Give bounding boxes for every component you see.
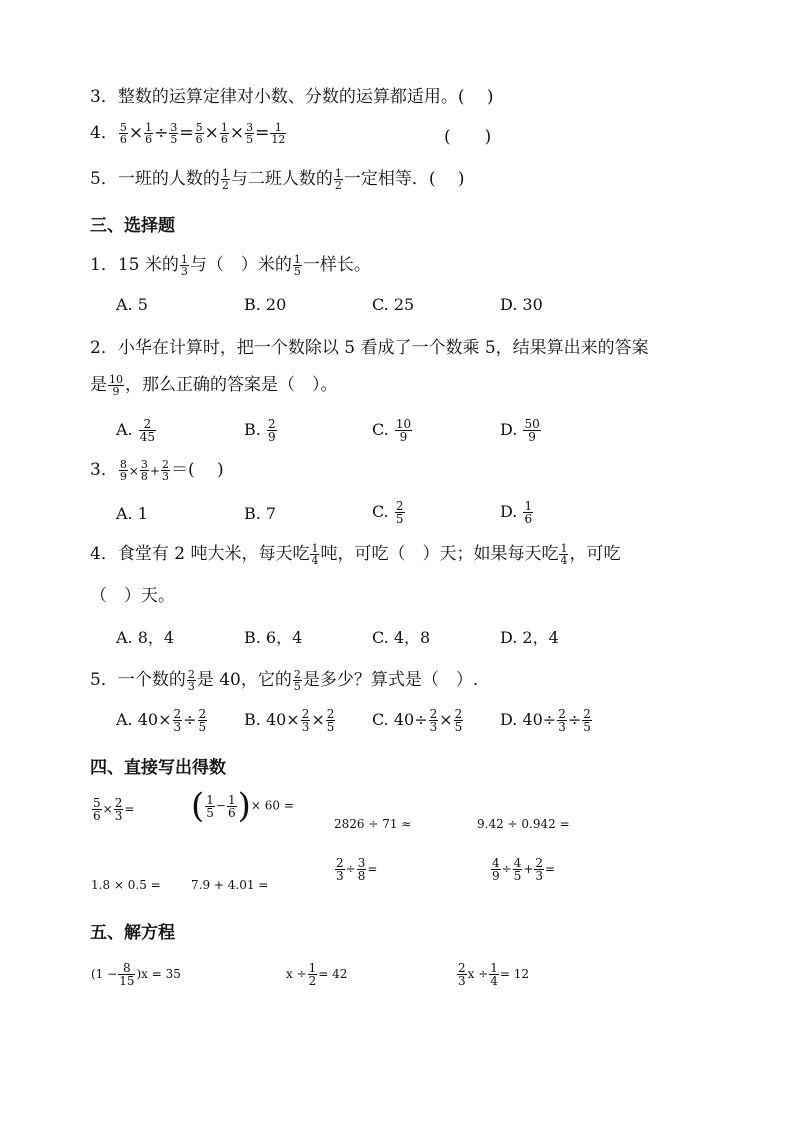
- choice-q5: 5．一个数的 $\frac{2}{3}$ 是 40，它的 $\frac{2}{5}$ 是多少？算式是（ ）.: [90, 668, 479, 693]
- choice-q5-option-b[interactable]: B. 40× $\frac{2}{3}$ × $\frac{2}{5}$: [244, 707, 335, 734]
- choice-q1: 1．15 米的 $\frac{1}{3}$ 与（ ）米的 $\frac{1}{5}$ 一样长。: [90, 253, 371, 278]
- calc-e2: ( $\frac{1}{5}$ − $\frac{1}{6}$ )× 60 =: [191, 786, 294, 826]
- section-title-choice: 三、选择题: [90, 216, 175, 236]
- choice-q4-option-d[interactable]: D. 2，4: [500, 628, 559, 647]
- fraction: $\frac{5}{6}$: [119, 121, 127, 146]
- fraction: $\frac{1}{4}$: [490, 961, 498, 988]
- section-title-equations: 五、解方程: [90, 923, 175, 943]
- fraction: $\frac{2}{3}$: [336, 856, 344, 883]
- fraction: $\frac{3}{5}$: [170, 121, 178, 146]
- fraction: $\frac{2}{5}$: [326, 707, 335, 734]
- fraction: $\frac{2}{5}$: [454, 707, 463, 734]
- fraction: $\frac{1}{5}$: [206, 792, 214, 820]
- fraction: $\frac{2}{3}$: [114, 796, 123, 823]
- choice-q3-option-b[interactable]: B. 7: [244, 504, 277, 523]
- calc-e1: $\frac{5}{6}$ × $\frac{2}{3}$ =: [93, 796, 135, 823]
- choice-q4-option-a[interactable]: A. 8，4: [116, 628, 175, 647]
- fraction: $\frac{3}{5}$: [246, 121, 254, 146]
- choice-q2-option-c[interactable]: C. $\frac{10}{9}$: [372, 417, 412, 444]
- fraction: $\frac{2}{3}$: [558, 707, 566, 734]
- choice-q2-line1: 2．小华在计算时，把一个数除以 5 看成了一个数乘 5，结果算出来的答案: [90, 338, 649, 358]
- choice-q1-option-a[interactable]: A. 5: [116, 295, 148, 314]
- calc-e4: 9.42 ÷ 0.942 =: [477, 817, 570, 831]
- calc-e6: 7.9 + 4.01 =: [191, 878, 269, 892]
- choice-q3-option-d[interactable]: D. $\frac{1}{6}$: [500, 499, 533, 526]
- fraction: $\frac{2}{3}$: [458, 961, 466, 988]
- fraction: $\frac{1}{2}$: [334, 167, 342, 192]
- fraction: $\frac{2}{9}$: [267, 417, 276, 444]
- fraction: $\frac{8}{9}$: [119, 458, 127, 483]
- choice-q4-line2: （ ）天。: [90, 586, 175, 606]
- choice-q4-line1: 4．食堂有 2 吨大米，每天吃 $\frac{1}{4}$ 吨，可吃（ ）天；如果每天吃 $\frac{1}{4}$ ，可吃: [90, 542, 621, 567]
- fraction: $\frac{1}{2}$: [308, 961, 317, 988]
- fraction: $\frac{1}{5}$: [293, 253, 301, 278]
- fraction: $\frac{2}{3}$: [301, 707, 310, 734]
- choice-q1-option-d[interactable]: D. 30: [500, 295, 543, 314]
- choice-q2-option-b[interactable]: B. $\frac{2}{9}$: [244, 417, 276, 444]
- fraction: $\frac{2}{5}$: [198, 707, 207, 734]
- choice-q4-option-b[interactable]: B. 6，4: [244, 628, 303, 647]
- choice-q2-line2: 是 $\frac{10}{9}$ ，那么正确的答案是（ ）。: [90, 373, 338, 398]
- equation-3: $\frac{2}{3}$ x ÷ $\frac{1}{4}$ = 12: [458, 961, 530, 988]
- judge-q4-answer-bracket[interactable]: ( ): [444, 127, 492, 147]
- fraction: $\frac{1}{12}$: [271, 121, 286, 146]
- fraction: $\frac{1}{6}$: [145, 121, 153, 146]
- choice-q3-option-c[interactable]: C. $\frac{2}{5}$: [372, 499, 404, 526]
- choice-q5-option-a[interactable]: A. 40× $\frac{2}{3}$ ÷ $\frac{2}{5}$: [116, 707, 207, 734]
- fraction: $\frac{2}{3}$: [173, 707, 182, 734]
- fraction: $\frac{2}{5}$: [395, 499, 404, 526]
- judge-q5: 5．一班的人数的 $\frac{1}{2}$ 与二班人数的 $\frac{1}{2}$ 一定相等．( ): [90, 167, 465, 192]
- fraction: $\frac{2}{3}$: [187, 668, 195, 693]
- fraction: $\frac{50}{9}$: [524, 417, 540, 444]
- fraction: $\frac{1}{6}$: [524, 499, 533, 526]
- choice-q1-option-b[interactable]: B. 20: [244, 295, 287, 314]
- fraction: $\frac{1}{3}$: [180, 253, 188, 278]
- choice-q2-option-a[interactable]: A. $\frac{2}{45}$: [116, 417, 156, 444]
- fraction: $\frac{3}{8}$: [357, 856, 366, 883]
- calc-e7: $\frac{2}{3}$ ÷ $\frac{3}{8}$ =: [336, 856, 378, 883]
- fraction: $\frac{1}{4}$: [311, 542, 319, 567]
- fraction: $\frac{2}{3}$: [161, 458, 169, 483]
- fraction: $\frac{10}{9}$: [395, 417, 412, 444]
- fraction: $\frac{1}{4}$: [560, 542, 568, 567]
- fraction: $\frac{4}{9}$: [492, 856, 500, 883]
- equation-1: (1 − $\frac{8}{15}$ )x = 35: [91, 961, 181, 988]
- fraction: $\frac{1}{2}$: [221, 167, 229, 192]
- section-title-mental-math: 四、直接写出得数: [90, 758, 226, 778]
- fraction: $\frac{8}{15}$: [119, 961, 135, 988]
- calc-e3: 2826 ÷ 71 ≈: [334, 817, 412, 831]
- fraction: $\frac{2}{3}$: [535, 856, 544, 883]
- fraction: $\frac{2}{5}$: [583, 707, 591, 734]
- fraction: $\frac{2}{5}$: [293, 668, 301, 693]
- calc-e5: 1.8 × 0.5 =: [91, 878, 161, 892]
- fraction: $\frac{3}{8}$: [140, 458, 148, 483]
- judge-q4: 4． $\frac{5}{6}$ × $\frac{1}{6}$ ÷ $\frac{3}{5}$ = $\frac{5}{6}$ × $\frac{1}{6}$ × $\frac{3}{5}$ = $\frac{1}{12}$: [90, 121, 286, 146]
- fraction: $\frac{2}{45}$: [139, 417, 156, 444]
- choice-q1-option-c[interactable]: C. 25: [372, 295, 415, 314]
- choice-q4-option-c[interactable]: C. 4，8: [372, 628, 431, 647]
- judge-q3: 3．整数的运算定律对小数、分数的运算都适用。( ): [90, 87, 494, 107]
- fraction: $\frac{4}{5}$: [513, 856, 522, 883]
- fraction: $\frac{5}{6}$: [93, 796, 101, 823]
- choice-q5-option-c[interactable]: C. 40÷ $\frac{2}{3}$ × $\frac{2}{5}$: [372, 707, 463, 734]
- fraction: $\frac{2}{3}$: [429, 707, 438, 734]
- fraction: $\frac{5}{6}$: [195, 121, 203, 146]
- equation-2: x ÷ $\frac{1}{2}$ = 42: [286, 961, 348, 988]
- choice-q3: 3． $\frac{8}{9}$ × $\frac{3}{8}$ + $\frac{2}{3}$ ＝( ): [90, 458, 224, 483]
- fraction: $\frac{1}{6}$: [227, 792, 236, 820]
- choice-q5-option-d[interactable]: D. 40÷ $\frac{2}{3}$ ÷ $\frac{2}{5}$: [500, 707, 591, 734]
- fraction: $\frac{10}{9}$: [109, 373, 123, 398]
- choice-q2-option-d[interactable]: D. $\frac{50}{9}$: [500, 417, 540, 444]
- calc-e8: $\frac{4}{9}$ ÷ $\frac{4}{5}$ + $\frac{2}{3}$ =: [492, 856, 556, 883]
- choice-q3-option-a[interactable]: A. 1: [116, 504, 148, 523]
- fraction: $\frac{1}{6}$: [220, 121, 228, 146]
